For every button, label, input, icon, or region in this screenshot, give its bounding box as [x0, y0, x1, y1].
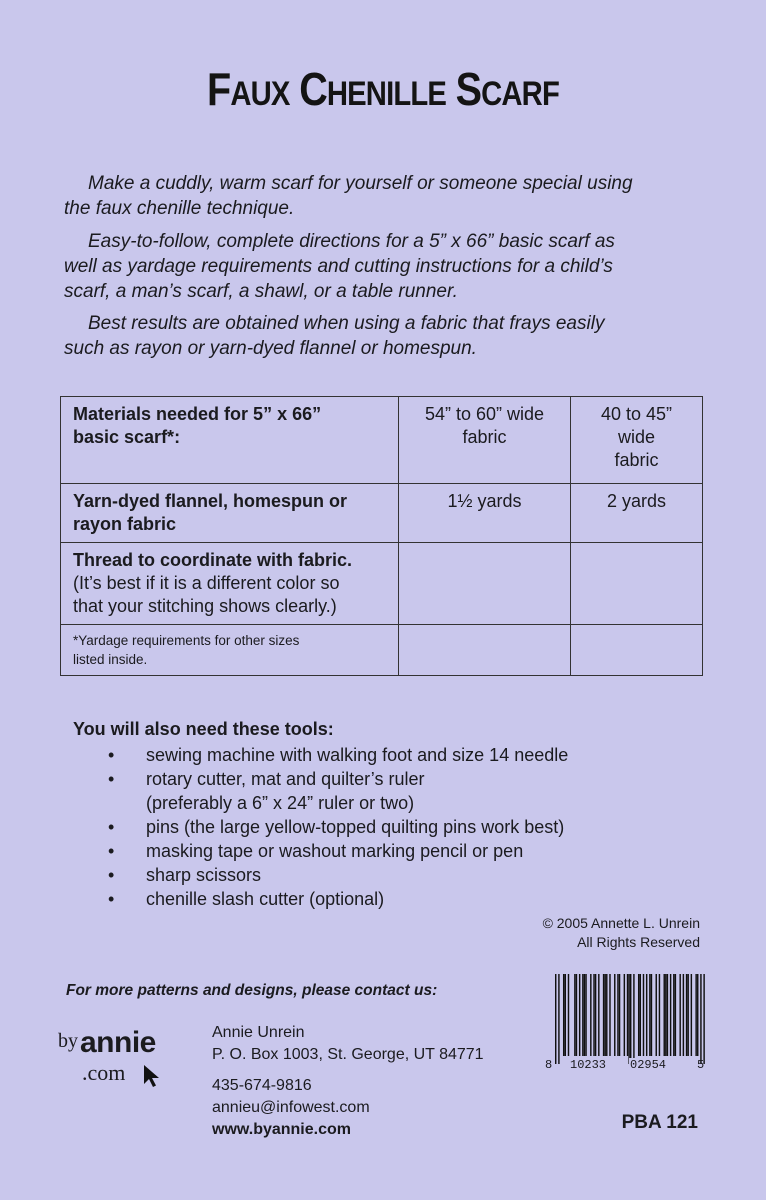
email-link[interactable]: annieu@infowest.com [212, 1099, 370, 1116]
barcode-bar [609, 974, 610, 1056]
intro-paragraph-3: Best results are obtained when using a fabric that frays easily such as rayon or yarn-dyed flannel or homespun. [64, 313, 605, 359]
barcode-bar [574, 974, 575, 1056]
barcode-bar [659, 974, 660, 1056]
barcode-bar [703, 974, 704, 1064]
barcode-bar [582, 974, 583, 1056]
contact-heading: For more patterns and designs, please contact us: [66, 982, 438, 999]
empty-cell [399, 625, 571, 676]
barcode-bar [686, 974, 687, 1056]
copyright-notice: © 2005 Annette L. Unrein All Rights Reserved [542, 915, 700, 950]
table-row [61, 625, 703, 676]
barcode-bar [643, 974, 644, 1056]
barcode-bar [630, 974, 631, 1064]
list-item: • rotary cutter, mat and quilter’s ruler (preferably a 6” x 24” ruler or two) [108, 767, 568, 815]
intro-paragraph-2: Easy-to-follow, complete directions for a 5” x 66” basic scarf as well as yardage requirements and cutting instructions for a child’s scarf, a man’s scarf, a shawl, or a table runner. [64, 231, 615, 302]
barcode-bar [675, 974, 676, 1056]
barcode-bar [604, 974, 605, 1056]
table-header-row [61, 397, 703, 484]
barcode-bar [673, 974, 674, 1056]
barcode-bar [683, 974, 684, 1056]
barcode-bar [617, 974, 618, 1056]
barcode-bar [614, 974, 615, 1056]
list-item: • chenille slash cutter (optional) [108, 887, 568, 911]
intro-paragraph-1: Make a cuddly, warm scarf for yourself or someone special using the faux chenille technique. [64, 173, 633, 219]
barcode-bar [697, 974, 698, 1056]
phone-number: 435-674-9816 [212, 1077, 312, 1094]
barcode-bar [646, 974, 647, 1056]
barcode-bar [665, 974, 666, 1056]
table-row [61, 484, 703, 543]
barcode-bar [563, 974, 564, 1056]
barcode-bar [628, 974, 629, 1064]
tools-heading: You will also need these tools: [73, 719, 334, 739]
fabric-narrow-yardage-cell: 2 yards [571, 484, 703, 543]
materials-header-cell: Materials needed for 5” x 66” basic scarf*: [61, 397, 399, 484]
upc-barcode: 8 10233 02954 5 [545, 974, 707, 1080]
fabric-label-cell: Yarn-dyed flannel, homespun or rayon fabric [61, 484, 399, 543]
list-item: • masking tape or washout marking pencil or pen [108, 839, 568, 863]
list-item: • pins (the large yellow-topped quilting pins work best) [108, 815, 568, 839]
barcode-bar [656, 974, 657, 1056]
contact-address: Annie Unrein P. O. Box 1003, St. George, UT 84771 435-674-9816 annieu@infowest.com www.byannie.com [212, 1022, 484, 1141]
fabric-wide-yardage-cell: 1½ yards [399, 484, 571, 543]
website-link[interactable]: www.byannie.com [212, 1121, 351, 1138]
barcode-bar [667, 974, 668, 1056]
barcode-bar [687, 974, 688, 1056]
barcode-bar [593, 974, 594, 1056]
barcode-bar [558, 974, 559, 1064]
barcode-bar [595, 974, 596, 1056]
barcode-bar [576, 974, 577, 1056]
barcode-bar [555, 974, 556, 1064]
barcode-bar [670, 974, 671, 1056]
list-item: • sewing machine with walking foot and size 14 needle [108, 743, 568, 767]
barcode-bar [700, 974, 701, 1064]
barcode-bar [679, 974, 680, 1056]
barcode-bar [565, 974, 566, 1056]
barcode-bar [627, 974, 628, 1056]
barcode-bar [579, 974, 580, 1056]
barcode-bar [606, 974, 607, 1056]
barcode-bar [603, 974, 604, 1056]
barcode-bar [584, 974, 585, 1056]
barcode-bar [691, 974, 692, 1056]
byannie-logo: by annie .com [58, 1026, 176, 1096]
page-title: FAUX CHENILLE SCARF [207, 63, 559, 115]
cursor-arrow-icon [142, 1064, 162, 1088]
wide-fabric-header-cell: 54” to 60” wide fabric [399, 397, 571, 484]
product-code: PBA 121 [621, 1112, 698, 1133]
thread-narrow-cell [571, 543, 703, 625]
materials-table [60, 396, 703, 676]
narrow-fabric-header-cell: 40 to 45” wide fabric [571, 397, 703, 484]
barcode-bar [664, 974, 665, 1056]
footnote-cell: *Yardage requirements for other sizes listed inside. [61, 625, 399, 676]
barcode-bar [624, 974, 625, 1056]
tools-list [108, 743, 568, 911]
barcode-bar [598, 974, 599, 1056]
barcode-bar [568, 974, 569, 1056]
table-row [61, 543, 703, 625]
barcode-bar [638, 974, 639, 1056]
barcode-bar [640, 974, 641, 1056]
barcode-bar [633, 974, 634, 1064]
barcode-bars [555, 974, 705, 1064]
barcode-bar [695, 974, 696, 1056]
empty-cell [571, 625, 703, 676]
barcode-bar [649, 974, 650, 1056]
barcode-bar [590, 974, 591, 1056]
barcode-bar [619, 974, 620, 1056]
thread-label-cell: Thread to coordinate with fabric. (It’s best if it is a different color so that your stitching shows clearly.) [61, 543, 399, 625]
list-item: • sharp scissors [108, 863, 568, 887]
thread-wide-cell [399, 543, 571, 625]
barcode-bar [585, 974, 586, 1056]
barcode-bar [651, 974, 652, 1056]
